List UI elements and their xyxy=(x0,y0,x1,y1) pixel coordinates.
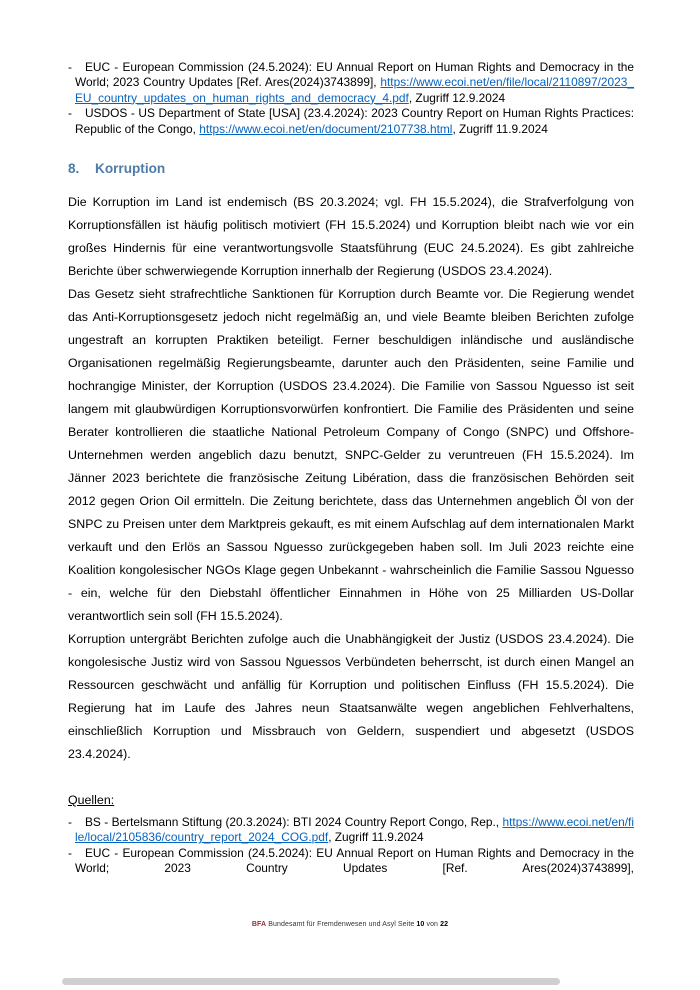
footer-org-name: Bundesamt für Fremdenwesen und Asyl xyxy=(268,921,396,928)
horizontal-scrollbar[interactable] xyxy=(62,978,560,985)
source-text: , Zugriff 11.9.2024 xyxy=(328,830,424,845)
section-title: Korruption xyxy=(95,161,166,177)
bottom-sources-list xyxy=(68,815,634,877)
source-link[interactable]: https://www.ecoi.net/en/file/local/2105836/country_report_2024_COG.pdf xyxy=(75,815,634,845)
source-text: USDOS - US Department of State [USA] (23.4.2024): 2023 Country Report on Human Rights Practices: Republic of the Congo, xyxy=(75,106,634,136)
source-link[interactable]: https://www.ecoi.net/en/file/local/2110897/2023_EU_country_updates_on_human_rights_and_democracy_4.pdf xyxy=(75,75,634,105)
source-text: EUC - European Commission (24.5.2024): EU Annual Report on Human Rights and Democracy in the World; 2023 Country Updates [Ref. Ares(2024)3743899], xyxy=(75,60,634,90)
footer-page-separator: von xyxy=(426,921,439,928)
source-text: EUC - European Commission (24.5.2024): EU Annual Report on Human Rights and Democracy in the World; 2023 Country Updates [Ref. Ares(2024)3743899], xyxy=(75,845,634,876)
list-dash: - xyxy=(68,106,72,121)
body-paragraph: Das Gesetz sieht strafrechtliche Sanktionen für Korruption durch Beamte vor. Die Regierung wendet das Anti-Korruptionsgesetz jedoch nicht regelmäßig an, und viele Beamte bleiben Berichten zufolge ungestraft an korrupten Praktiken beteiligt. Ferner beschuldigen inländische und ausländische Organisationen regelmäßig Regierungsbeamte, darunter auch den Präsidenten, seine Familie und hochrangige Minister, der Korruption (USDOS 23.4.2024). Die Familie von Sassou Nguesso ist seit langem mit glaubwürdigen Korruptionsvorwürfen konfrontiert. Die Familie des Präsidenten und seine Berater kontrollieren die staatliche National Petroleum Company of Congo (SNPC) und Offshore-Unternehmen werden angeblich dazu benutzt, SNPC-Gelder zu veruntreuen (FH 15.5.2024). Im Jänner 2023 berichtete die französische Zeitung Libération, dass die französischen Behörden seit 2012 gegen Orion Oil ermitteln. Die Zeitung berichtete, dass das Unternehmen angeblich Öl von der SNPC zu Preisen unter dem Marktpreis gekauft, es mit einem Aufschlag auf dem internationalen Markt verkauft und den Erlös an Sassou Nguesso zurückgegeben haben soll. Im Juli 2023 reichte eine Koalition kongolesischer NGOs Klage gegen Unbekannt - wahrscheinlich die Familie Sassou Nguesso - ein, welche für den Diebstahl öffentlicher Einnahmen in Höhe von 25 Milliarden US-Dollar verantwortlich sein soll (FH 15.5.2024). xyxy=(68,287,634,624)
footer-page-label: Seite xyxy=(397,921,415,928)
source-text: , Zugriff 11.9.2024 xyxy=(452,121,548,136)
top-sources-list xyxy=(68,60,634,137)
section-number: 8. xyxy=(68,161,80,177)
source-item xyxy=(68,846,634,877)
body-paragraph: Korruption untergräbt Berichten zufolge auch die Unabhängigkeit der Justiz (USDOS 23.4.2024). Die kongolesische Justiz wird von Sassou Nguessos Verbündeten beherrscht, ist durch einen Mangel an Ressourcen geschwächt und anfällig für Korruption und politischen Einfluss (FH 15.5.2024). Die Regierung hat im Laufe des Jahres neun Staatsanwälte wegen angeblichen Fehlverhaltens, einschließlich Korruption und Missbrauch von Geldern, suspendiert und abgesetzt (USDOS 23.4.2024). xyxy=(68,632,634,762)
footer-org-abbr: BFA xyxy=(251,921,267,928)
source-link[interactable]: https://www.ecoi.net/en/document/2107738.html xyxy=(199,121,453,136)
list-dash: - xyxy=(68,845,72,860)
source-item xyxy=(68,106,634,137)
section-heading xyxy=(68,161,634,176)
list-dash: - xyxy=(68,815,72,830)
sources-label: Quellen: xyxy=(68,793,115,808)
source-item xyxy=(68,815,634,846)
body-paragraph: Die Korruption im Land ist endemisch (BS 20.3.2024; vgl. FH 15.5.2024), die Strafverfolgung von Korruptionsfällen ist häufig politisch motiviert (FH 15.5.2024) und Korruption bleibt nach wie vor ein großes Hindernis für eine verantwortungsvolle Staatsführung (EUC 24.5.2024). Es gibt zahlreiche Berichte über schwerwiegende Korruption innerhalb der Regierung (USDOS 23.4.2024). xyxy=(68,195,634,279)
source-text: , Zugriff 12.9.2024 xyxy=(408,90,506,105)
list-dash: - xyxy=(68,60,72,74)
footer-page-total: 22 xyxy=(440,921,449,928)
page-footer xyxy=(0,921,700,928)
footer-page-number: 10 xyxy=(416,921,425,928)
source-text: BS - Bertelsmann Stiftung (20.3.2024): BTI 2024 Country Report Congo, Rep., xyxy=(84,815,503,830)
section-body xyxy=(68,191,634,766)
source-item xyxy=(68,60,634,106)
